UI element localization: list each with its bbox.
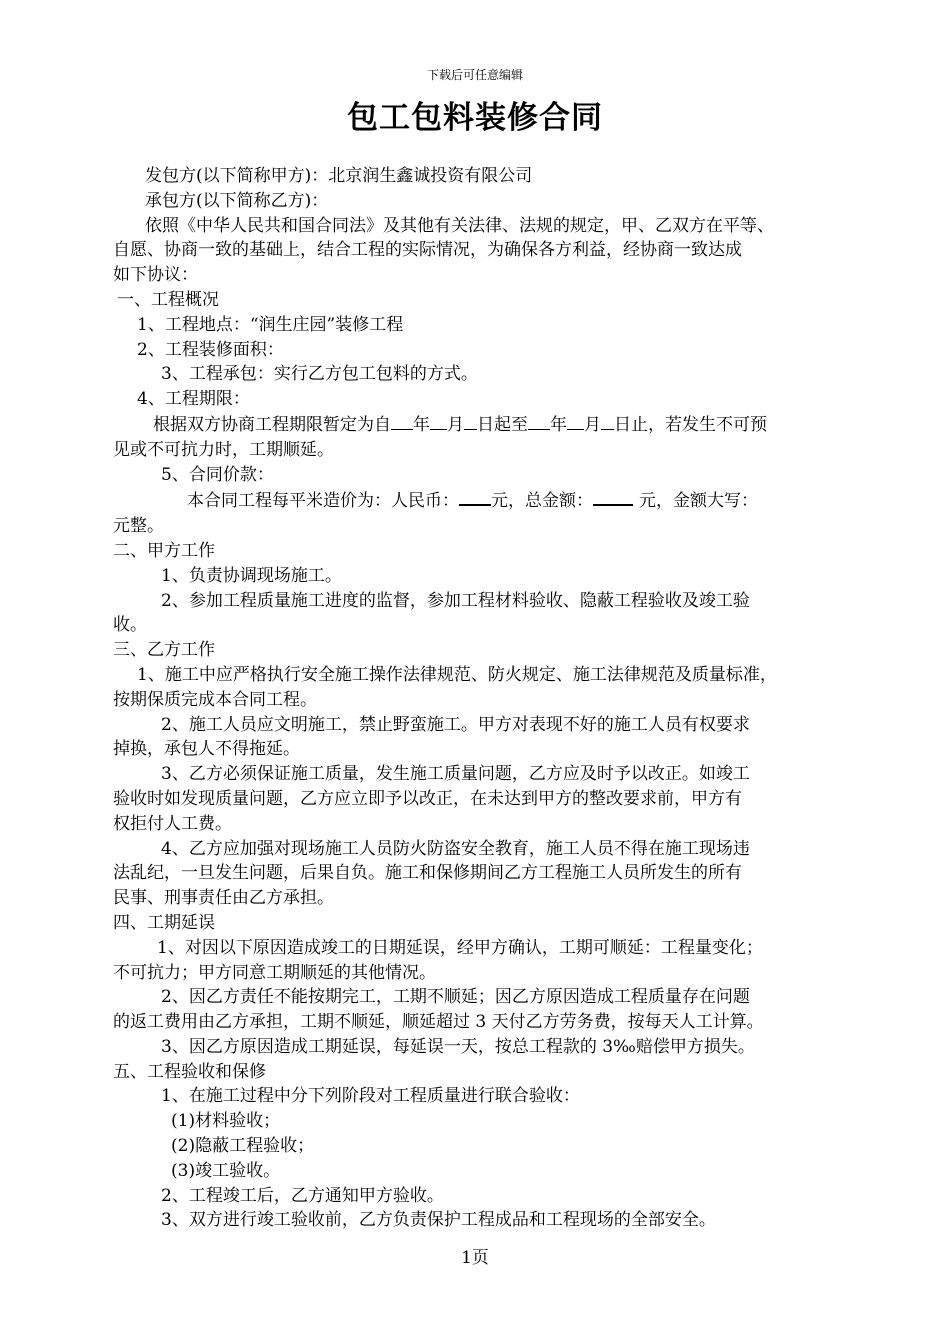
section-5-heading: 五、工程验收和保修 [113,1061,266,1082]
preamble-line-1: 依照《中华人民共和国合同法》及其他有关法律、法规的规定，甲、乙双方在平等、 [145,215,774,236]
s3-item-4-line-1: 4、乙方应加强对现场施工人员防火防盗安全教育，施工人员不得在施工现场违 [161,838,750,859]
s3-item-2-line-2: 掉换，承包人不得拖延。 [113,739,300,760]
period-f: 月 [584,414,601,435]
s5-sub-1: (1)材料验收； [171,1111,281,1132]
document-title: 包工包料装修合同 [347,100,603,136]
party-a: 发包方(以下简称甲方)：北京润生鑫诚投资有限公司 [145,166,533,186]
s1-item-3: 3、工程承包：实行乙方包工包料的方式。 [161,364,478,385]
s1-item-2: 2、工程装修面积： [137,339,284,360]
s2-item-2-line-2: 收。 [113,615,147,636]
page-number: 1页 [461,1248,489,1268]
s1-item-5: 5、合同价款： [161,464,274,485]
s4-item-2-line-2: 的返工费用由乙方承担，工期不顺延，顺延超过 3 天付乙方劳务费，按每天人工计算。 [113,1012,764,1033]
price-line-2: 元整。 [113,516,164,537]
section-4-heading: 四、工期延误 [113,912,215,933]
s1-item-1: 1、工程地点：“润生庄园”装修工程 [137,314,404,335]
blank-day-2 [601,412,614,430]
blank-total-amount [593,487,633,506]
price-c: 元，金额大写： [639,491,758,512]
s5-sub-2: (2)隐蔽工程验收； [171,1136,315,1157]
section-2-heading: 二、甲方工作 [113,540,215,561]
s5-item-1: 1、在施工过程中分下列阶段对工程质量进行联合验收： [161,1086,580,1107]
blank-month-1 [430,412,447,430]
s3-item-4-line-2: 法乱纪，一旦发生问题，后果自负。施工和保修期间乙方工程施工人员所发生的所有 [113,863,742,884]
s3-item-3-line-2: 验收时如发现质量问题，乙方应立即予以改正，在未达到甲方的整改要求前，甲方有 [113,788,742,809]
blank-day-1 [464,412,477,430]
period-line-2: 见或不可抗力时，工期顺延。 [113,439,334,460]
s5-item-2: 2、工程竣工后，乙方通知甲方验收。 [161,1185,444,1206]
s4-item-3: 3、因乙方原因造成工期延误，每延误一天，按总工程款的 3‰赔偿甲方损失。 [161,1036,755,1057]
preamble-line-3: 如下协议： [113,265,198,286]
s5-item-3: 3、双方进行竣工验收前，乙方负责保护工程成品和工程现场的全部安全。 [161,1210,716,1231]
blank-year-2 [528,412,550,430]
period-line [113,412,841,438]
blank-unit-price [459,487,491,506]
s3-item-4-line-3: 民事、刑事责任由乙方承担。 [113,888,334,909]
s4-item-2-line-1: 2、因乙方责任不能按期完工，工期不顺延；因乙方原因造成工程质量存在问题 [161,987,750,1008]
s3-item-2-line-1: 2、施工人员应文明施工，禁止野蛮施工。甲方对表现不好的施工人员有权要求 [161,714,750,735]
s3-item-3-line-3: 权拒付人工费。 [113,813,232,834]
price-a: 本合同工程每平米造价为：人民币： [187,491,459,512]
s1-item-4: 4、工程期限： [137,389,250,410]
period-c: 月 [447,414,464,435]
section-3-heading: 三、乙方工作 [113,640,215,661]
s5-sub-3: (3)竣工验收。 [171,1160,281,1181]
s4-item-1-line-1: 1、对因以下原因造成竣工的日期延误，经甲方确认，工期可顺延：工程量变化； [157,937,763,958]
preamble-line-2: 自愿、协商一致的基础上，结合工程的实际情况，为确保各方利益，经协商一致达成 [113,240,742,261]
price-line [113,487,841,514]
s3-item-1-line-1: 1、施工中应严格执行安全施工操作法律规范、防火规定、施工法律规范及质量标准， [137,664,777,685]
header-note: 下载后可任意编辑 [426,68,523,82]
contract-body [113,164,841,1233]
s4-item-1-line-2: 不可抗力；甲方同意工期顺延的其他情况。 [113,962,436,983]
price-b: 元，总金额： [491,491,593,512]
blank-year-1 [391,412,413,430]
period-a: 根据双方协商工程期限暂定为自 [153,414,391,435]
section-1-heading: 一、工程概况 [117,289,219,310]
period-b: 年 [413,414,430,435]
period-d: 日起至 [477,414,528,435]
s2-item-1: 1、负责协调现场施工。 [161,565,342,586]
s2-item-2-line-1: 2、参加工程质量施工进度的监督，参加工程材料验收、隐蔽工程验收及竣工验 [161,590,750,611]
s3-item-1-line-2: 按期保质完成本合同工程。 [113,689,317,710]
period-g: 日止，若发生不可预 [614,414,767,435]
s3-item-3-line-1: 3、乙方必须保证施工质量，发生施工质量问题，乙方应及时予以改正。如竣工 [161,764,750,785]
period-e: 年 [550,414,567,435]
blank-month-2 [567,412,584,430]
party-b: 承包方(以下简称乙方)： [145,190,329,211]
